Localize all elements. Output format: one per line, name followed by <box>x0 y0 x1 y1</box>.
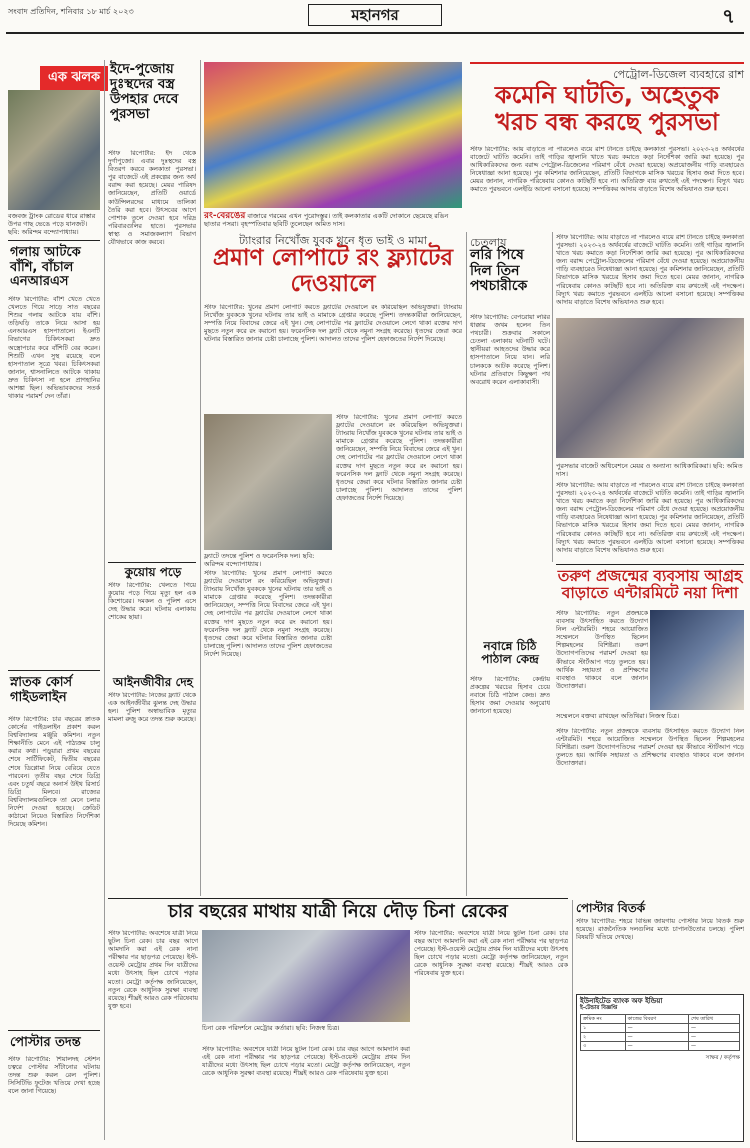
center-kicker: ট্যাংরার নিখোঁজ যুবক খুনে ধৃত ভাই ও মামা <box>239 234 427 247</box>
tender-table: ক্রমিক নং কাজের বিবরণ শেষ তারিখ ১ — — ২ — — ৩ — — <box>580 1014 740 1051</box>
business-photo-caption: সম্মেলনে বক্তব্য রাখছেন অতিথিরা। নিজস্ব চিত্র। <box>556 712 680 720</box>
lead-headline: কমেনি ঘাটতি, অহেতুক খরচ বন্ধ করছে পুরসভা <box>494 81 720 136</box>
col2-headline-1: ইদে-পুজোয় দুঃস্থদের বস্ত্র উপহার দেবে পুরসভা <box>110 61 179 123</box>
divider <box>8 670 100 671</box>
lead-body-cont2: স্টাফ রিপোর্টার: আয় বাড়াতে না পারলেও ব্যয়ে রাশ টানতে চাইছে কলকাতা পুরসভা। ২০২৩-২৪ অর্থবর্ষের বাজেটে ঘাটতি কমেনি। তাই গাড়ির জ্বালানি খাতে খরচ কমাতে কড়া নির্দেশিকা জারি করা হয়েছে। পুর আধিকারিকদের জন্য বরাদ্দ পেট্রোল-ডিজেলের পরিমাণ বেঁধে দেওয়া হয়েছে। অপ্রয়োজনীয় গাড়ি ব্যবহারেও নিষেধাজ্ঞা আনা হয়েছে। পুর কমিশনার জানিয়েছেন, প্রতিটি বিভাগকে মাসিক খরচের হিসাব জমা দিতে হবে। মেয়র জানান, নাগরিক পরিষেবায় কোনও কাটছাঁট হবে না। অতিরিক্ত ব্যয় রুখতেই এই পদক্ষেপ। বিদ্যুৎ খরচ কমাতে পুরভবনে এলইডি আলো বসানো হয়েছে। সম্পত্তিকর আদায় বাড়াতে বিশেষ অভিযানও শুরু হবে। <box>556 482 744 554</box>
tender-footer: সাক্ষর / কর্তৃপক্ষ <box>705 1055 740 1061</box>
column-rule <box>104 60 105 1140</box>
top-photo-caption <box>204 212 462 228</box>
metro-body: স্টাফ রিপোর্টার: অবশেষে যাত্রী নিয়ে ছুটল চিনা রেক। চার বছর আগে আমদানি করা এই রেক নানা পরীক্ষার পর ছাড়পত্র পেয়েছে। ইস্ট-ওয়েস্ট মেট্রোয় প্রথম দিন যাত্রীদের মধ্যে উৎসাহ ছিল চোখে পড়ার মতো। মেট্রো কর্তৃপক্ষ জানিয়েছেন, নতুন রেকে আধুনিক সুরক্ষা ব্যবস্থা রয়েছে। শীঘ্রই আরও রেক পরিষেবায় যুক্ত হবে। <box>108 930 198 1010</box>
metro-photo-caption: চিনা রেক পরিদর্শনে মেট্রোর কর্তারা। ছবি: নিজস্ব চিত্র। <box>202 1024 340 1032</box>
date-line: সংবাদ প্রতিদিন, শনিবার ১৮ মার্চ ২০২৩ <box>8 7 134 16</box>
center-photo <box>204 414 332 550</box>
column-rule <box>466 232 467 896</box>
divider <box>108 562 196 563</box>
column-rule <box>552 232 553 562</box>
poster-body: স্টাফ রিপোর্টার: শহরে বিভিন্ন জায়গায় পোস্টার নিয়ে বিতর্ক শুরু হয়েছে। রাজনৈতিক দলগুলির মধ্যে চাপানউতোর চলছে। পুলিশ বিষয়টি খতিয়ে দেখছে। <box>576 918 744 942</box>
tender-col-3: শেষ তারিখ <box>688 1015 739 1024</box>
story2-body: স্টাফ রিপোর্টার: চার বছরের স্নাতক কোর্সের গাইডলাইন প্রকাশ করল বিশ্ববিদ্যালয় মঞ্জুরি কমিশন। নতুন শিক্ষানীতি মেনে এই পাঠ্যক্রম চালু করার কথা। পড়ুয়ারা প্রথম বছরের শেষে সার্টিফিকেট, দ্বিতীয় বছরের শেষে ডিপ্লোমা নিয়ে বেরিয়ে যেতে পারবেন। তৃতীয় বছর শেষে ডিগ্রি এবং চতুর্থ বছরে অনার্স উইথ রিসার্চ ডিগ্রি মিলবে। রাজ্যের বিশ্ববিদ্যালয়গুলিকে তা মেনে চলার নির্দেশ দেওয়া হয়েছে। ক্রেডিট কাঠামো নিয়েও বিস্তারিত নির্দেশিকা দিয়েছে কমিশন। <box>8 716 100 829</box>
story3-headline: পোস্টার তদন্ত <box>10 1035 81 1050</box>
center-body-cont: স্টাফ রিপোর্টার: খুনের প্রমাণ লোপাট করতে ফ্ল্যাটের দেওয়ালে রং করিয়েছিল অভিযুক্তরা। ট্যাংরায় নিখোঁজ যুবককে খুনের ঘটনায় তার ভাই ও মামাকে গ্রেপ্তার করেছে পুলিশ। তদন্তকারীরা জানিয়েছেন, সম্পত্তি নিয়ে বিবাদের জেরে এই খুন। দেহ লোপাটের পর ফ্ল্যাটের দেওয়ালে লেগে থাকা রক্তের দাগ মুছতে নতুন করে রং করানো হয়। ফরেনসিক দল ফ্ল্যাট থেকে নমুনা সংগ্রহ করেছে। ধৃতদের জেরা করে ঘটনার বিস্তারিত জানার চেষ্টা চালাচ্ছে পুলিশ। আদালত তাদের পুলিশ হেফাজতের নির্দেশ দিয়েছে। <box>336 414 462 502</box>
divider <box>8 1030 100 1031</box>
business-body-cont: স্টাফ রিপোর্টার: নতুন প্রজন্মকে ব্যবসায় উৎসাহিত করতে উদ্যোগ নিল এন্টারমিট। শহরে আয়োজিত সম্মেলনে উপস্থিত ছিলেন শিল্পমহলের বিশিষ্টরা। তরুণ উদ্যোগপতিদের পরামর্শ দেওয়া হয় কীভাবে স্টার্টআপ গড়ে তুলতে হয়। আর্থিক সহায়তা ও প্রশিক্ষণের ব্যবস্থাও থাকবে বলে জানান উদ্যোক্তারা। <box>556 728 744 768</box>
story2-headline: স্নাতক কোর্স গাইডলাইন <box>10 675 73 705</box>
story3-body: স্টাফ রিপোর্টার: শিয়ালদহ স্টেশন চত্বরে পোস্টার সাঁটানোর ঘটনায় তদন্ত শুরু করল রেল পুলিশ। সিসিটিভি ফুটেজ খতিয়ে দেখা হচ্ছে বলে জানা গিয়েছে। <box>8 1056 100 1096</box>
section-title: মহানগর <box>308 4 442 26</box>
masthead <box>0 0 750 58</box>
left-photo <box>8 90 100 210</box>
business-headline: তরুণ প্রজন্মের ব্যবসায় আগ্রহ বাড়াতে এন্টারমিটে নয়া দিশা <box>557 567 743 603</box>
left-photo-caption: বজবজ ট্রাংক রোডের ধারে রাস্তার উপর গাছ ভেঙে পড়ে যানজট। ছবি: অরিন্দম বন্দ্যোপাধ্যায়। <box>8 212 96 236</box>
business-photo <box>650 610 744 710</box>
col2-body-3: স্টাফ রিপোর্টার: নিজের ফ্ল্যাট থেকে এক আইনজীবীর ঝুলন্ত দেহ উদ্ধার হল। পুলিশ অস্বাভাবিক মৃত্যুর মামলা রুজু করে তদন্ত শুরু করেছে। <box>108 692 196 724</box>
divider <box>108 898 568 899</box>
story1-body: স্টাফ রিপোর্টার: বাঁশি খেতে খেতে খেলতে গিয়ে সাড়ে সাত বছরের শিশুর গলায় আটকে যায় বাঁশি। তড়িঘড়ি তাকে নিয়ে আসা হয় এনআরএস হাসপাতালে। ইএনটি বিভাগের চিকিৎসকরা দ্রুত অস্ত্রোপচার করে বাঁশিটি বের করেন। শিশুটি এখন সুস্থ রয়েছে বলে হাসপাতাল সূত্রে খবর। চিকিৎসকরা জানান, শ্বাসনালিতে আটকে থাকায় দ্রুত চিকিৎসা না হলে প্রাণহানির আশঙ্কা ছিল। অভিভাবকদের সতর্ক থাকার পরামর্শ দেন তাঁরা। <box>8 296 100 401</box>
tender-col-2: কাজের বিবরণ <box>625 1015 688 1024</box>
lead-rule <box>470 62 744 64</box>
tender-ad <box>576 994 744 1142</box>
column-rule <box>200 60 201 896</box>
lead-body: স্টাফ রিপোর্টার: আয় বাড়াতে না পারলেও ব্যয়ে রাশ টানতে চাইছে কলকাতা পুরসভা। ২০২৩-২৪ অর্থবর্ষের বাজেটে ঘাটতি কমেনি। তাই গাড়ির জ্বালানি খাতে খরচ কমাতে কড়া নির্দেশিকা জারি করা হয়েছে। পুর আধিকারিকদের জন্য বরাদ্দ পেট্রোল-ডিজেলের পরিমাণ বেঁধে দেওয়া হয়েছে। অপ্রয়োজনীয় গাড়ি ব্যবহারেও নিষেধাজ্ঞা আনা হয়েছে। পুর কমিশনার জানিয়েছেন, প্রতিটি বিভাগকে মাসিক খরচের হিসাব জমা দিতে হবে। মেয়র জানান, নাগরিক পরিষেবায় কোনও কাটছাঁট হবে না। অতিরিক্ত ব্যয় রুখতেই এই পদক্ষেপ। বিদ্যুৎ খরচ কমাতে পুরভবনে এলইডি আলো বসানো হয়েছে। সম্পত্তিকর আদায় বাড়াতে বিশেষ অভিযানও শুরু হবে। <box>470 146 744 194</box>
col2-body-2: স্টাফ রিপোর্টার: খেলতে গিয়ে কুয়োয় পড়ে গিয়ে মৃত্যু হল এক কিশোরের। দমকল ও পুলিশ এসে দেহ উদ্ধার করে। ঘটনায় এলাকায় শোকের ছায়া। <box>108 582 196 622</box>
center-body: স্টাফ রিপোর্টার: খুনের প্রমাণ লোপাট করতে ফ্ল্যাটের দেওয়ালে রং করিয়েছিল অভিযুক্তরা। ট্যাংরায় নিখোঁজ যুবককে খুনের ঘটনায় তার ভাই ও মামাকে গ্রেপ্তার করেছে পুলিশ। তদন্তকারীরা জানিয়েছেন, সম্পত্তি নিয়ে বিবাদের জেরে এই খুন। দেহ লোপাটের পর ফ্ল্যাটের দেওয়ালে লেগে থাকা রক্তের দাগ মুছতে নতুন করে রং করানো হয়। ফরেনসিক দল ফ্ল্যাট থেকে নমুনা সংগ্রহ করেছে। ধৃতদের জেরা করে ঘটনার বিস্তারিত জানার চেষ্টা চালাচ্ছে পুলিশ। আদালত তাদের পুলিশ হেফাজতের নির্দেশ দিয়েছে। <box>204 304 462 344</box>
tender-subtitle: ই-টেন্ডার বিজ্ঞপ্তি <box>580 1005 618 1011</box>
poster-headline: পোস্টার বিতর্ক <box>576 901 646 915</box>
tender-col-1: ক্রমিক নং <box>581 1015 626 1024</box>
lead-photo <box>556 318 744 458</box>
business-body: স্টাফ রিপোর্টার: নতুন প্রজন্মকে ব্যবসায় উৎসাহিত করতে উদ্যোগ নিল এন্টারমিট। শহরে আয়োজিত সম্মেলনে উপস্থিত ছিলেন শিল্পমহলের বিশিষ্টরা। তরুণ উদ্যোগপতিদের পরামর্শ দেওয়া হয় কীভাবে স্টার্টআপ গড়ে তুলতে হয়। আর্থিক সহায়তা ও প্রশিক্ষণের ব্যবস্থাও থাকবে বলে জানান উদ্যোক্তারা। <box>556 610 648 690</box>
col2-headline-3: আইনজীবীর দেহ <box>113 675 193 689</box>
metro-body-cont: স্টাফ রিপোর্টার: অবশেষে যাত্রী নিয়ে ছুটল চিনা রেক। চার বছর আগে আমদানি করা এই রেক নানা পরীক্ষার পর ছাড়পত্র পেয়েছে। ইস্ট-ওয়েস্ট মেট্রোয় প্রথম দিন যাত্রীদের মধ্যে উৎসাহ ছিল চোখে পড়ার মতো। মেট্রো কর্তৃপক্ষ জানিয়েছেন, নতুন রেকে আধুনিক সুরক্ষা ব্যবস্থা রয়েছে। শীঘ্রই আরও রেক পরিষেবায় যুক্ত হবে। <box>202 1046 410 1078</box>
divider <box>556 564 744 565</box>
divider <box>8 240 100 241</box>
story1-headline: গলায় আটকে বাঁশি, বাঁচাল এনআরএস <box>10 245 81 290</box>
tender-title: ইউনাইটেড ব্যাংক অফ ইন্ডিয়া <box>580 997 663 1005</box>
side-headline-2: নবান্নে চিঠি পাঠাল কেন্দ্র <box>481 639 539 667</box>
lead-kicker: পেট্রোল-ডিজেল ব্যবহারে রাশ <box>613 68 744 81</box>
col2-body-1: স্টাফ রিপোর্টার: ইদ থেকে দুর্গাপুজো। এবার দুঃস্থদের বস্ত্র বিতরণ করবে কলকাতা পুরসভা। পুর বাজেটে এই প্রকল্পের জন্য অর্থ বরাদ্দ করা হয়েছে। মেয়র পারিষদ জানিয়েছেন, প্রতিটি ওয়ার্ডে কাউন্সিলরদের মাধ্যমে তালিকা তৈরি করা হবে। উৎসবের আগে পোশাক তুলে দেওয়া হবে দরিদ্র পরিবারগুলির হাতে। পুরসভার স্বাস্থ্য ও সমাজকল্যাণ বিভাগ যৌথভাবে কাজ করবে। <box>108 150 196 247</box>
col2-headline-2: কুয়োয় পড়ে <box>124 565 182 579</box>
ek-jhalak-label: এক ঝলক <box>40 66 108 91</box>
column-rule <box>572 900 573 1140</box>
center-photo-caption: ফ্ল্যাটে তদন্তে পুলিশ ও ফরেনসিক দল। ছবি: অরিন্দম বন্দ্যোপাধ্যায়। <box>204 552 315 568</box>
metro-headline: চার বছরের মাথায় যাত্রী নিয়ে দৌড় চিনা রেকের <box>168 901 508 922</box>
side-body-2: স্টাফ রিপোর্টার: কেন্দ্রীয় প্রকল্পের খরচের হিসাব চেয়ে নবান্নে চিঠি পাঠাল কেন্দ্র। দ্রুত হিসাব জমা দেওয়ার অনুরোধ জানানো হয়েছে। <box>470 676 550 716</box>
page-number: ৭ <box>722 4 736 28</box>
side-kicker: চেতলায় <box>470 236 507 249</box>
center-body-cont2: স্টাফ রিপোর্টার: খুনের প্রমাণ লোপাট করতে ফ্ল্যাটের দেওয়ালে রং করিয়েছিল অভিযুক্তরা। ট্যাংরায় নিখোঁজ যুবককে খুনের ঘটনায় তার ভাই ও মামাকে গ্রেপ্তার করেছে পুলিশ। তদন্তকারীরা জানিয়েছেন, সম্পত্তি নিয়ে বিবাদের জেরে এই খুন। দেহ লোপাটের পর ফ্ল্যাটের দেওয়ালে লেগে থাকা রক্তের দাগ মুছতে নতুন করে রং করানো হয়। ফরেনসিক দল ফ্ল্যাট থেকে নমুনা সংগ্রহ করেছে। ধৃতদের জেরা করে ঘটনার বিস্তারিত জানার চেষ্টা চালাচ্ছে পুলিশ। আদালত তাদের পুলিশ হেফাজতের নির্দেশ দিয়েছে। <box>204 570 332 658</box>
center-headline: প্রমাণ লোপাটে রং ফ্ল্যাটের দেওয়ালে <box>212 245 454 297</box>
umbrella-photo <box>204 62 462 208</box>
caption-text: বাজারে গরমের এখন পুরোদস্তুর। তাই কলকাতার একটি দোকানে ছেয়েছে রঙিন ছাতার পসরা। বৃহস্পতিবার ছবিটি তুলেছেন অমিত দাস। <box>204 212 449 228</box>
metro-photo <box>202 930 410 1022</box>
lead-body-cont: স্টাফ রিপোর্টার: আয় বাড়াতে না পারলেও ব্যয়ে রাশ টানতে চাইছে কলকাতা পুরসভা। ২০২৩-২৪ অর্থবর্ষের বাজেটে ঘাটতি কমেনি। তাই গাড়ির জ্বালানি খাতে খরচ কমাতে কড়া নির্দেশিকা জারি করা হয়েছে। পুর আধিকারিকদের জন্য বরাদ্দ পেট্রোল-ডিজেলের পরিমাণ বেঁধে দেওয়া হয়েছে। অপ্রয়োজনীয় গাড়ি ব্যবহারেও নিষেধাজ্ঞা আনা হয়েছে। পুর কমিশনার জানিয়েছেন, প্রতিটি বিভাগকে মাসিক খরচের হিসাব জমা দিতে হবে। মেয়র জানান, নাগরিক পরিষেবায় কোনও কাটছাঁট হবে না। অতিরিক্ত ব্যয় রুখতেই এই পদক্ষেপ। বিদ্যুৎ খরচ কমাতে পুরভবনে এলইডি আলো বসানো হয়েছে। সম্পত্তিকর আদায় বাড়াতে বিশেষ অভিযানও শুরু হবে। <box>556 234 744 306</box>
masthead-rule <box>6 32 744 34</box>
side-body: স্টাফ রিপোর্টার: বেপরোয়া লরির ধাক্কায় জখম হলেন তিন পথচারী। শুক্রবার সকালে চেতলা এলাকায় ঘটনাটি ঘটে। স্থানীয়রা আহতদের উদ্ধার করে হাসপাতালে নিয়ে যান। লরি চালককে আটক করেছে পুলিশ। ঘটনার প্রতিবাদে কিছুক্ষণ পথ অবরোধ করেন এলাকাবাসী। <box>470 314 550 386</box>
metro-body-cont2: স্টাফ রিপোর্টার: অবশেষে যাত্রী নিয়ে ছুটল চিনা রেক। চার বছর আগে আমদানি করা এই রেক নানা পরীক্ষার পর ছাড়পত্র পেয়েছে। ইস্ট-ওয়েস্ট মেট্রোয় প্রথম দিন যাত্রীদের মধ্যে উৎসাহ ছিল চোখে পড়ার মতো। মেট্রো কর্তৃপক্ষ জানিয়েছেন, নতুন রেকে আধুনিক সুরক্ষা ব্যবস্থা রয়েছে। শীঘ্রই আরও রেক পরিষেবায় যুক্ত হবে। <box>414 930 568 978</box>
side-headline: লরি পিষে দিল তিন পথচারীকে <box>470 247 528 295</box>
lead-photo-caption: পুরসভার বাজেট অধিবেশনে মেয়র ও অন্যান্য আধিকারিকরা। ছবি: অমিত দাস। <box>556 462 743 478</box>
caption-label: রং-বেরঙের <box>204 211 246 221</box>
